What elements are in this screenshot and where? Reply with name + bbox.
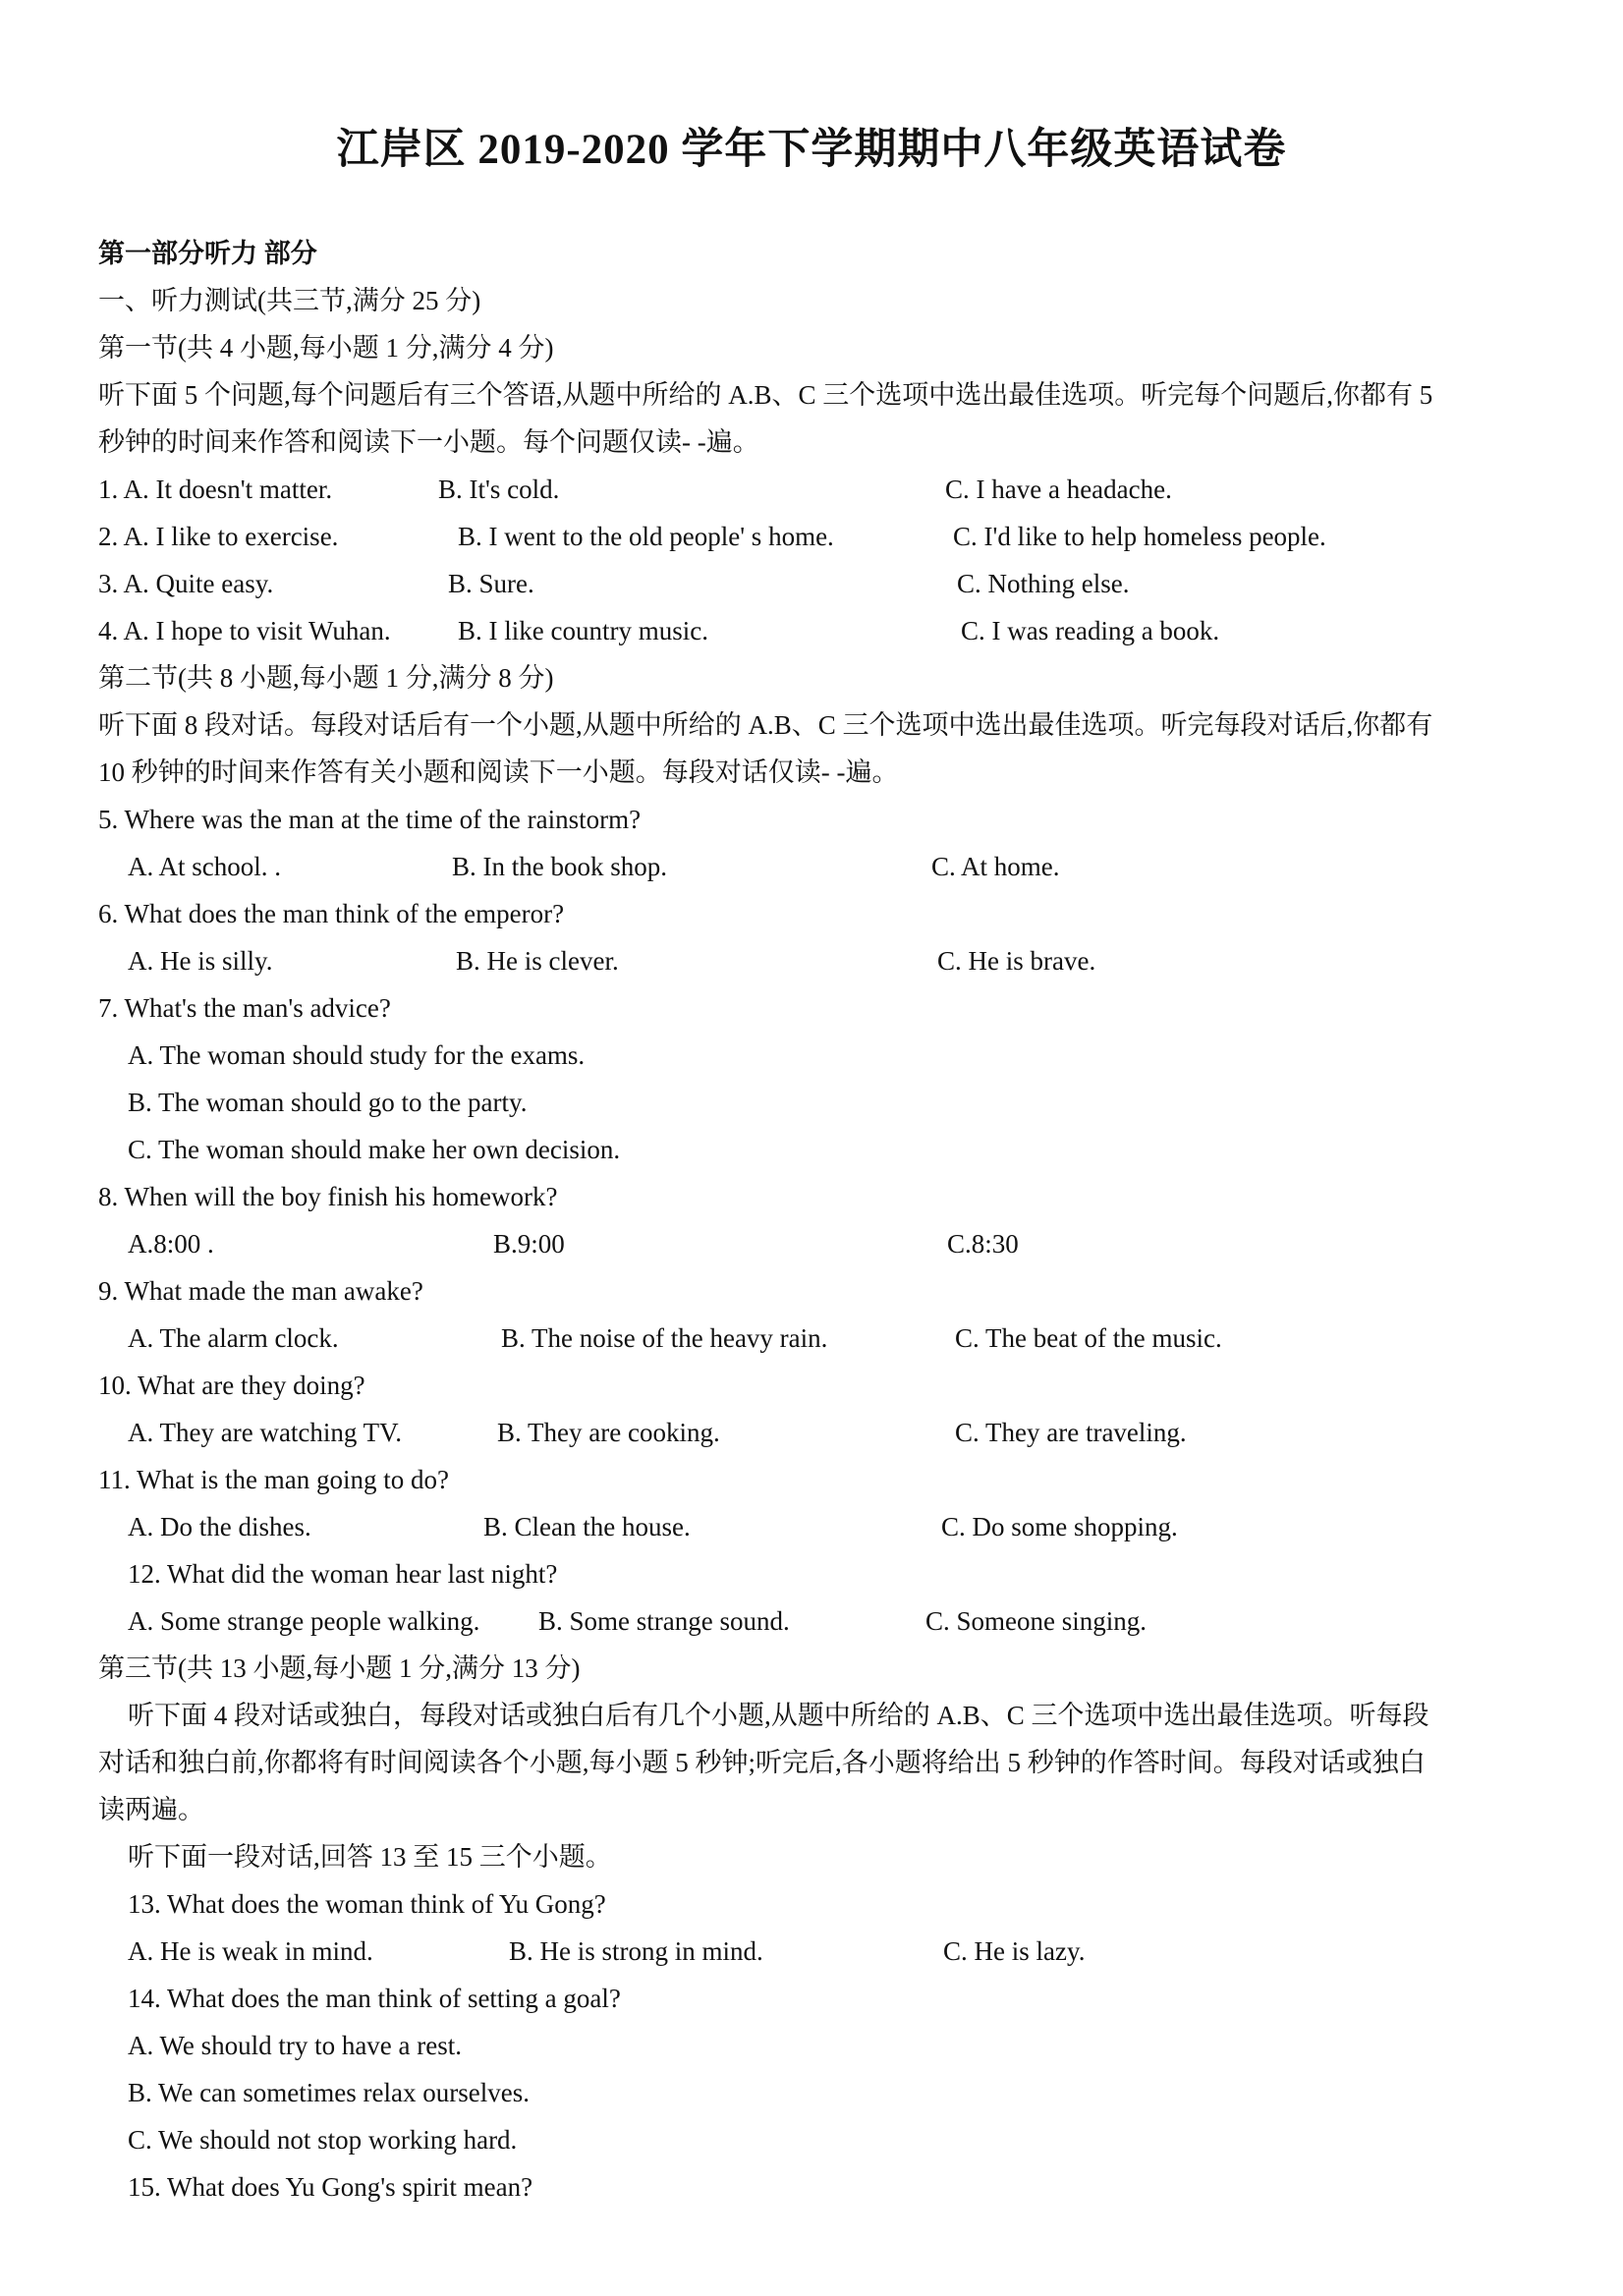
question-14-option-a: A. We should try to have a rest.: [128, 2031, 463, 2060]
option-a: A. The alarm clock.: [128, 1323, 339, 1353]
option-b: B. He is clever.: [456, 946, 619, 976]
question-7-option-a: A. The woman should study for the exams.: [128, 1040, 586, 1070]
question-9: 9. What made the man awake?: [98, 1276, 423, 1306]
option-c: C. I have a headache.: [945, 475, 1172, 504]
question-5: 5. Where was the man at the time of the rainstorm?: [98, 805, 642, 834]
option-c: C. He is brave.: [937, 946, 1096, 976]
option-c: C. Nothing else.: [957, 569, 1130, 598]
option-c: C. At home.: [931, 852, 1060, 881]
option-a: 1. A. It doesn't matter.: [98, 475, 333, 504]
option-b: B. Sure.: [448, 569, 534, 598]
option-a: 4. A. I hope to visit Wuhan.: [98, 616, 391, 645]
section-1-header: 第一节(共 4 小题,每小题 1 分,满分 4 分): [98, 333, 554, 363]
section-1-instructions-cont: 秒钟的时间来作答和阅读下一小题。每个问题仅读- -遍。: [98, 427, 759, 457]
question-8: 8. When will the boy finish his homework?: [98, 1182, 558, 1211]
option-c: C. Do some shopping.: [941, 1512, 1178, 1541]
question-13: 13. What does the woman think of Yu Gong?: [128, 1889, 606, 1919]
option-b: B. Clean the house.: [483, 1512, 691, 1541]
option-b: B. In the book shop.: [452, 852, 667, 881]
exam-title: 江岸区 2019-2020 学年下学期期中八年级英语试卷: [336, 127, 1287, 173]
question-7-option-c: C. The woman should make her own decision.: [128, 1135, 621, 1164]
option-a: A.8:00 .: [128, 1229, 214, 1259]
question-14-option-b: B. We can sometimes relax ourselves.: [128, 2078, 530, 2107]
question-14-option-c: C. We should not stop working hard.: [128, 2125, 518, 2155]
question-7-option-b: B. The woman should go to the party.: [128, 1088, 528, 1117]
option-c: C. He is lazy.: [943, 1936, 1086, 1966]
question-15: 15. What does Yu Gong's spirit mean?: [128, 2172, 533, 2202]
section-3-instructions-end: 读两遍。: [98, 1795, 204, 1824]
section-3-instructions-cont: 对话和独白前,你都将有时间阅读各个小题,每小题 5 秒钟;听完后,各小题将给出 5 秒钟的作答时间。每段对话或独白: [98, 1748, 1426, 1777]
option-b: B. I like country music.: [458, 616, 708, 645]
option-c: C. The beat of the music.: [955, 1323, 1222, 1353]
question-12: 12. What did the woman hear last night?: [128, 1559, 558, 1589]
option-c: C. Someone singing.: [925, 1606, 1147, 1636]
option-b: B. They are cooking.: [497, 1418, 720, 1447]
section-3-header: 第三节(共 13 小题,每小题 1 分,满分 13 分): [98, 1653, 581, 1683]
option-a: A. He is silly.: [128, 946, 273, 976]
option-b: B. It's cold.: [438, 475, 560, 504]
option-b: B. I went to the old people' s home.: [458, 522, 834, 551]
option-a: A. At school. .: [128, 852, 282, 881]
question-7: 7. What's the man's advice?: [98, 993, 391, 1023]
option-b: B. He is strong in mind.: [509, 1936, 763, 1966]
option-a: 2. A. I like to exercise.: [98, 522, 339, 551]
section-2-instructions-cont: 10 秒钟的时间来作答有关小题和阅读下一小题。每段对话仅读- -遍。: [98, 757, 899, 787]
question-10: 10. What are they doing?: [98, 1371, 365, 1400]
option-b: B. Some strange sound.: [538, 1606, 790, 1636]
question-11: 11. What is the man going to do?: [98, 1465, 449, 1494]
section-2-instructions: 听下面 8 段对话。每段对话后有一个小题,从题中所给的 A.B、C 三个选项中选出最佳选项。听完每段对话后,你都有: [98, 710, 1433, 740]
option-a: 3. A. Quite easy.: [98, 569, 274, 598]
option-c: C. I was reading a book.: [961, 616, 1220, 645]
option-a: A. Do the dishes.: [128, 1512, 311, 1541]
option-a: A. He is weak in mind.: [128, 1936, 373, 1966]
option-a: A. Some strange people walking.: [128, 1606, 480, 1636]
section-intro: 一、听力测试(共三节,满分 25 分): [98, 286, 481, 315]
option-b: B. The noise of the heavy rain.: [501, 1323, 828, 1353]
option-b: B.9:00: [493, 1229, 565, 1259]
option-c: C.8:30: [947, 1229, 1019, 1259]
option-a: A. They are watching TV.: [128, 1418, 402, 1447]
section-1-instructions: 听下面 5 个问题,每个问题后有三个答语,从题中所给的 A.B、C 三个选项中选出最佳选项。听完每个问题后,你都有 5: [98, 380, 1433, 410]
dialog-intro: 听下面一段对话,回答 13 至 15 三个小题。: [128, 1842, 612, 1872]
option-c: C. I'd like to help homeless people.: [953, 522, 1326, 551]
option-c: C. They are traveling.: [955, 1418, 1187, 1447]
part-heading: 第一部分听力 部分: [98, 239, 317, 268]
section-2-header: 第二节(共 8 小题,每小题 1 分,满分 8 分): [98, 663, 554, 693]
question-6: 6. What does the man think of the emperor?: [98, 899, 565, 928]
section-3-instructions: 听下面 4 段对话或独白，每段对话或独白后有几个小题,从题中所给的 A.B、C 三个选项中选出最佳选项。听每段: [128, 1701, 1429, 1730]
question-14: 14. What does the man think of setting a goal?: [128, 1984, 621, 2013]
